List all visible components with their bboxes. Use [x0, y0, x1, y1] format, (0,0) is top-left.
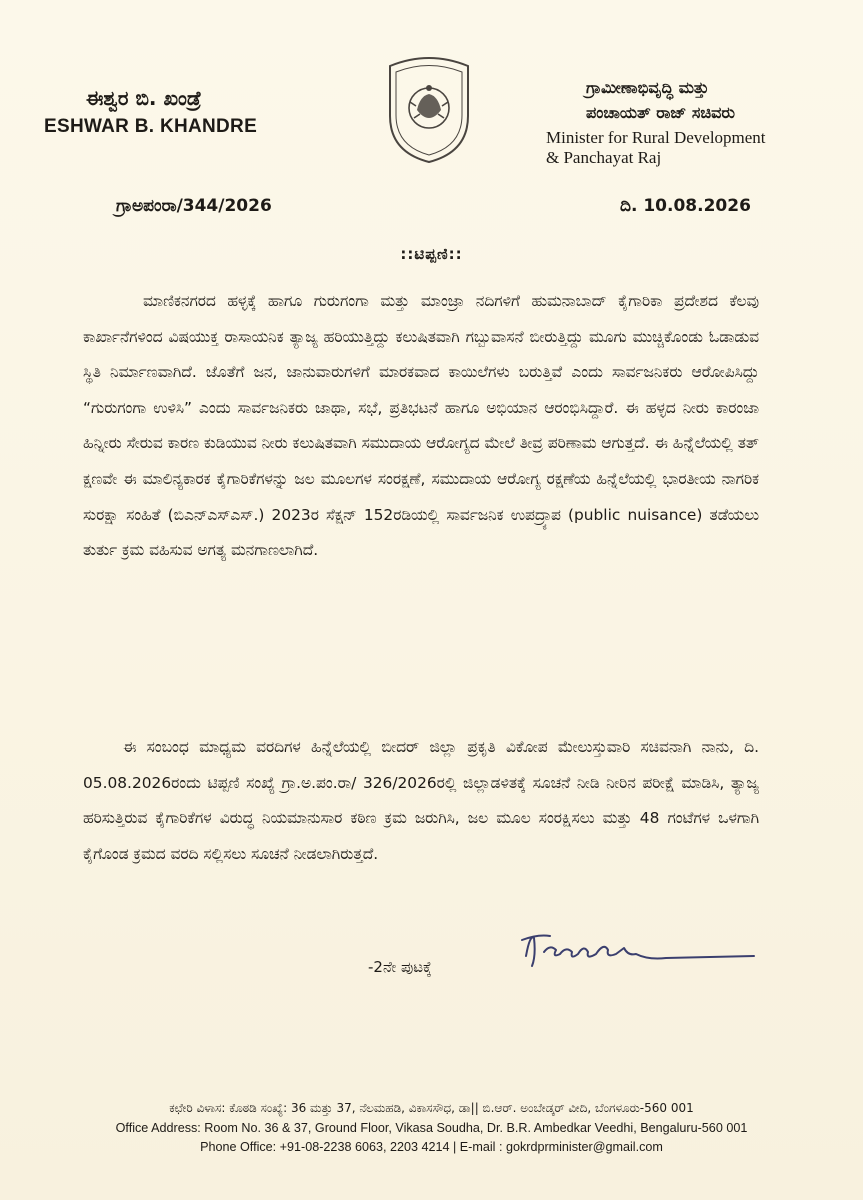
- ministry-title-kannada-line1: ಗ್ರಾಮೀಣಾಭಿವೃದ್ಧಿ ಮತ್ತು: [586, 78, 709, 97]
- minister-name-english: ESHWAR B. KHANDRE: [44, 116, 258, 137]
- body-paragraph-1: ಮಾಣಿಕನಗರದ ಹಳ್ಳಕ್ಕೆ ಹಾಗೂ ಗುರುಗಂಗಾ ಮತ್ತು ಮಾಂಜ್ರಾ ನದಿಗಳಿಗೆ ಹುಮನಾಬಾದ್ ಕೈಗಾರಿಕಾ ಪ್ರದೇಶದ ಕೆಲವು ಕಾರ್ಖಾನೆಗಳಿಂದ ವಿಷಯುಕ್ತ ರಾಸಾಯನಿಕ ತ್ಯಾಜ್ಯ ಹರಿಯುತ್ತಿದ್ದು ಕಲುಷಿತವಾಗಿ ಗಬ್ಬುವಾಸನೆ ಬೀರುತ್ತಿದ್ದು ಮೂಗು ಮುಚ್ಚಿಕೊಂಡು ಓಡಾಡುವ ಸ್ಥಿತಿ ನಿರ್ಮಾಣವಾಗಿದೆ. ಜೊತೆಗೆ ಜನ, ಜಾನುವಾರುಗಳಿಗೆ ಮಾರಕವಾದ ಕಾಯಿಲೆಗಳು ಬರುತ್ತಿವೆ ಎಂದು ಸಾರ್ವಜನಿಕರು ಆರೋಪಿಸಿದ್ದು “ಗುರುಗಂಗಾ ಉಳಿಸಿ” ಎಂದು ಸಾರ್ವಜನಿಕರು ಜಾಥಾ, ಸಭೆ, ಪ್ರತಿಭಟನೆ ಹಾಗೂ ಅಭಿಯಾನ ಆರಂಭಿಸಿದ್ದಾರೆ. ಈ ಹಳ್ಳದ ನೀರು ಕಾರಂಜಾ ಹಿನ್ನೀರು ಸೇರುವ ಕಾರಣ ಕುಡಿಯುವ ನೀರು ಕಲುಷಿತವಾಗಿ ಸಮುದಾಯ ಆರೋಗ್ಯದ ಮೇಲೆ ತೀವ್ರ ಪರಿಣಾಮ ಆಗುತ್ತದೆ. ಈ ಹಿನ್ನೆಲೆಯಲ್ಲಿ ತತ್ ಕ್ಷಣವೇ ಈ ಮಾಲಿನ್ಯಕಾರಕ ಕೈಗಾರಿಕೆಗಳನ್ನು ಜಲ ಮೂಲಗಳ ಸಂರಕ್ಷಣೆ, ಸಮುದಾಯ ಆರೋಗ್ಯ ರಕ್ಷಣೆಯ ಹಿನ್ನೆಲೆಯಲ್ಲಿ ಭಾರತೀಯ ನಾಗರಿಕ ಸುರಕ್ಷಾ ಸಂಹಿತೆ (ಬಿಎನ್‌ಎಸ್‌ಎಸ್.) 2023ರ ಸೆಕ್ಷನ್ 152ರಡಿಯಲ್ಲಿ ಸಾರ್ವಜನಿಕ ಉಪದ್ರ್ಯಾಪ (public nuisance) ತಡೆಯಲು ತುರ್ತು ಕ್ರಮ ವಹಿಸುವ ಅಗತ್ಯ ಮನಗಾಣಲಾಗಿದೆ.: [83, 292, 759, 560]
- minister-name-kannada: ಈಶ್ವರ ಬಿ. ಖಂಡ್ರೆ: [86, 86, 202, 110]
- state-emblem-icon: [380, 52, 478, 164]
- signature-icon: [516, 926, 761, 974]
- note-heading: ::ಟಿಪ್ಪಣಿ::: [400, 245, 463, 263]
- continuation-note: -2ನೇ ಪುಟಕ್ಕೆ: [368, 958, 432, 976]
- letter-date: ದಿ. 10.08.2026: [620, 196, 751, 216]
- reference-number: ಗ್ರಾಅಪಂರಾ/344/2026: [116, 196, 272, 216]
- footer-contact: Phone Office: +91-08-2238 6063, 2203 4214 | E-mail : gokrdprminister@gmail.com: [200, 1140, 663, 1154]
- ministry-title-kannada-line2: ಪಂಚಾಯತ್ ರಾಜ್ ಸಚಿವರು: [586, 103, 735, 122]
- footer-address-kannada: ಕಛೇರಿ ವಿಳಾಸ: ಕೊಠಡಿ ಸಂಖ್ಯೆ: 36 ಮತ್ತು 37, ನೆಲಮಹಡಿ, ವಿಕಾಸಸೌಧ, ಡಾ|| ಬಿ.ಆರ್. ಅಂಬೇಡ್ಕರ್ ವೀದಿ, ಬೆಂಗಳೂರು-560 001: [169, 1101, 694, 1115]
- ministry-title-english-line1: Minister for Rural Development: [546, 128, 766, 147]
- body-paragraph-2: ಈ ಸಂಬಂಧ ಮಾಧ್ಯಮ ವರದಿಗಳ ಹಿನ್ನೆಲೆಯಲ್ಲಿ ಬೀದರ್ ಜಿಲ್ಲಾ ಪ್ರಕೃತಿ ವಿಕೋಪ ಮೇಲುಸ್ತುವಾರಿ ಸಚಿವನಾಗಿ ನಾನು, ದಿ. 05.08.2026ರಂದು ಟಿಪ್ಪಣಿ ಸಂಖ್ಯೆ ಗ್ರಾ.ಅ.ಪಂ.ರಾ/ 326/2026ರಲ್ಲಿ ಜಿಲ್ಲಾಡಳಿತಕ್ಕೆ ಸೂಚನೆ ನೀಡಿ ನೀರಿನ ಪರೀಕ್ಷೆ ಮಾಡಿಸಿ, ತ್ಯಾಜ್ಯ ಹರಿಸುತ್ತಿರುವ ಕೈಗಾರಿಕೆಗಳ ವಿರುದ್ಧ ನಿಯಮಾನುಸಾರ ಕಠಿಣ ಕ್ರಮ ಜರುಗಿಸಿ, ಜಲ ಮೂಲ ಸಂರಕ್ಷಿಸಲು ಮತ್ತು 48 ಗಂಟೆಗಳ ಒಳಗಾಗಿ ಕೈಗೊಂಡ ಕ್ರಮದ ವರದಿ ಸಲ್ಲಿಸಲು ಸೂಚನೆ ನೀಡಲಾಗಿರುತ್ತದೆ.: [83, 738, 759, 863]
- footer-address-english: Office Address: Room No. 36 & 37, Ground Floor, Vikasa Soudha, Dr. B.R. Ambedkar Veedhi, Bengaluru-560 001: [115, 1121, 748, 1135]
- ministry-title-english-line2: & Panchayat Raj: [546, 148, 662, 167]
